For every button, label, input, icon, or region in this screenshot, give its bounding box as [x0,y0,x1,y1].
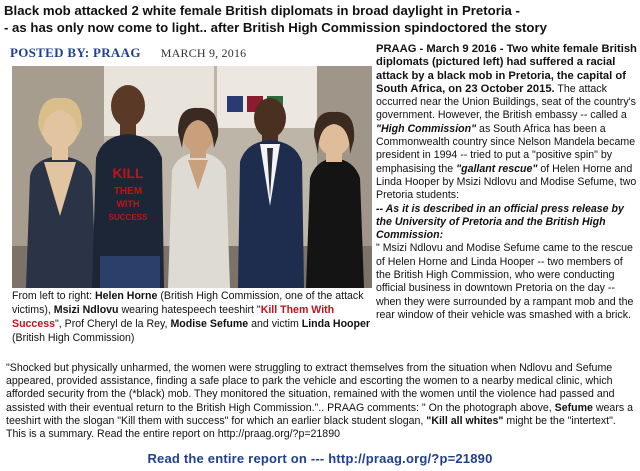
footer-report-link[interactable] [0,451,640,466]
sefume-name: Sefume [554,401,593,414]
posted-by: POSTED BY: PRAAG [10,45,141,60]
svg-text:WITH: WITH [116,199,140,209]
headline [4,2,636,36]
byline [10,42,370,64]
svg-text:SUCCESS: SUCCESS [108,213,148,222]
group-photo-illustration [12,66,372,288]
article-column: PRAAG - March 9 2016 - Two white female British diplomats (pictured left) had suffered a racial attack by a black mob in Pretoria, the capital of South Africa, on 23 October 2015. The attack occurred near the Union Buildings, seat of the country's government. However, the British embassy -- called a "High Commission" as South Africa has been a Commonwealth country since Nelson Mandela became president in 1994 -- tried to put a "positive spin" by emphasising the "gallant rescue" of Helen Horne and Linda Hooper by Msizi Ndlovu and Modise Sefume, two Pretoria students: -- As it is described in an official press release by the University of Pretoria and the British High Commission: " Msizi Ndlovu and Modise Sefume came to the rescue of Helen Horne and Linda Hooper -- two members of the British High Commission, who were conducting official business in downtown Pretoria on the day -- when they were surrounded by a rampant mob and the rear window of their vehicle was smashed with a brick. [376,43,637,321]
caption-slogan: Kill Them With Success [12,304,335,330]
group-photo [12,66,372,288]
headline-line-2: - as has only now come to light.. after British High Commission spindoctored the story [4,20,547,35]
kill-all-whites-slogan: "Kill all whites" [426,414,504,427]
gallant-rescue-term: "gallant rescue" [456,162,538,175]
caption-name-helen-horne: Helen Horne [95,290,158,302]
report-link[interactable]: Read the entire report on --- http://praag.org/?p=21890 [147,451,493,466]
press-release-quote: " Msizi Ndlovu and Modise Sefume came to the rescue of Helen Horne and Linda Hooper -- two members of the British High Commission, who were conducting official business in downtown Pretoria on the day -- when they were surrounded by a rampant mob and the rear window of their vehicle was smashed with a brick. [376,242,634,321]
caption-name-modise-sefume: Modise Sefume [170,318,249,330]
high-commission-term: "High Commission" [376,122,477,135]
attack-date: 23 October 2015. [465,82,555,95]
headline-line-1: Black mob attacked 2 white female British diplomats in broad daylight in Pretoria - [4,3,520,18]
press-release-intro: -- As it is described in an official press release by the University of Pretoria and the British High Commission: [376,202,624,242]
caption-name-msizi-ndlovu: Msizi Ndlovu [53,304,119,316]
svg-text:KILL: KILL [112,165,144,181]
article-lead: PRAAG - March 9 2016 - Two white female British diplomats (pictured left) had suffered a racial attack by a black mob in Pretoria, the capital of South Africa, on 23 October 2015. [376,43,637,95]
article-continuation: "Shocked but physically unharmed, the women were struggling to extract themselves from the situation when Ndlovu and Sefume appeared, provided assistance, finding a safe place to park the vehicle and escorting the women to a nearby medical clinic, which afforded security from the (*black) mob. They monitored the situation, remained with the women until the violence had passed and assisted with their eventual return to the British High Commission.".. PRAAG comments: " On the photograph above, Sefume wears a teeshirt with the slogan "Kill them with success" for which an earlier black student slogan, "Kill all whites" might be the "intertext". This is a summary. Read the entire report on http://praag.org/?p=21890 [6,362,633,441]
caption-name-linda-hooper: Linda Hooper [301,318,371,330]
svg-text:THEM: THEM [113,186,143,197]
post-date: MARCH 9, 2016 [160,45,247,60]
photo-caption: From left to right: Helen Horne (British High Commission, one of the attack victims), Msizi Ndlovu wearing hatespeech teeshirt "Kill Them With Success", Prof Cheryl de la Rey, Modise Sefume and victim Linda Hooper (British High Commission) [12,290,371,344]
